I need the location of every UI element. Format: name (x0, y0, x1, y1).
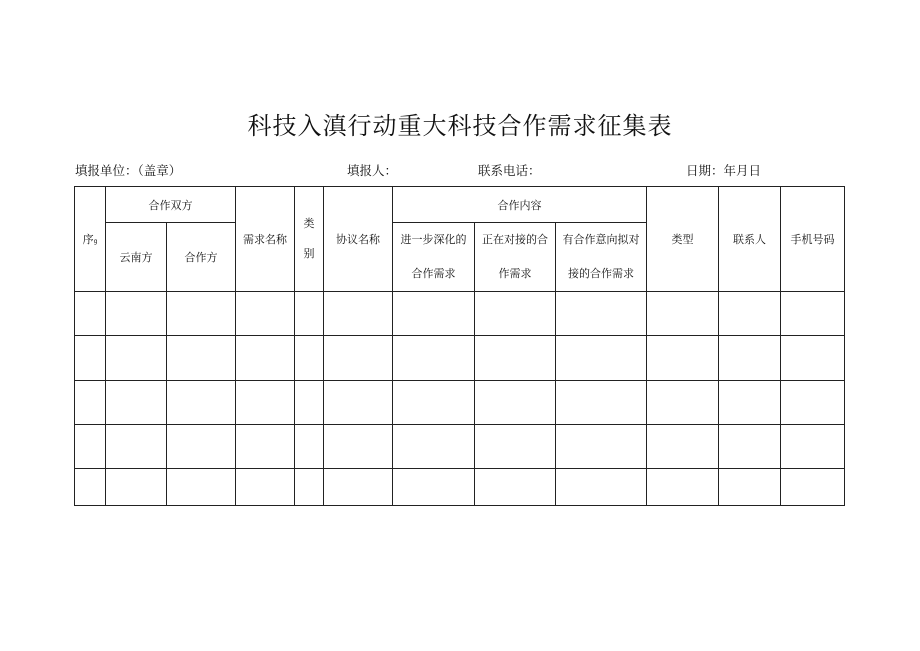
table-cell[interactable] (167, 292, 236, 336)
table-cell[interactable] (647, 336, 719, 381)
table-cell[interactable] (719, 381, 781, 425)
table-cell[interactable] (324, 381, 393, 425)
header-intended-demand: 有合作意向拟对 接的合作需求 (556, 223, 647, 292)
header-type: 类型 (647, 187, 719, 292)
reporting-unit-label: 填报单位：（盖章） (75, 163, 182, 178)
table-cell[interactable] (106, 381, 167, 425)
table-cell[interactable] (393, 292, 475, 336)
table-row (75, 469, 845, 506)
table-cell[interactable] (236, 469, 295, 506)
table-cell[interactable] (75, 336, 106, 381)
table-cell[interactable] (295, 381, 324, 425)
table-cell[interactable] (295, 336, 324, 381)
table-cell[interactable] (167, 336, 236, 381)
table-cell[interactable] (781, 425, 845, 469)
header-agreement-name: 协议名称 (324, 187, 393, 292)
table-cell[interactable] (393, 381, 475, 425)
table-cell[interactable] (781, 469, 845, 506)
table-cell[interactable] (324, 469, 393, 506)
header-connecting-demand: 正在对接的合 作需求 (475, 223, 556, 292)
table-cell[interactable] (324, 336, 393, 381)
header-partner-side: 合作方 (167, 223, 236, 292)
table-row (75, 425, 845, 469)
table-cell[interactable] (295, 292, 324, 336)
table-cell[interactable] (556, 292, 647, 336)
table-cell[interactable] (236, 425, 295, 469)
header-cooperation-content: 合作内容 (393, 187, 647, 223)
table-cell[interactable] (647, 469, 719, 506)
table-cell[interactable] (647, 381, 719, 425)
table-cell[interactable] (719, 469, 781, 506)
header-seq: 序g (75, 187, 106, 292)
table-cell[interactable] (324, 292, 393, 336)
table-cell[interactable] (475, 336, 556, 381)
table-cell[interactable] (781, 336, 845, 381)
table-cell[interactable] (781, 381, 845, 425)
table-cell[interactable] (106, 292, 167, 336)
table-row (75, 336, 845, 381)
table-cell[interactable] (236, 292, 295, 336)
header-contact-person: 联系人 (719, 187, 781, 292)
header-mobile-number: 手机号码 (781, 187, 845, 292)
header-demand-name: 需求名称 (236, 187, 295, 292)
header-yunnan-side: 云南方 (106, 223, 167, 292)
form-title: 科技入滇行动重大科技合作需求征集表 (247, 112, 673, 140)
table-cell[interactable] (393, 425, 475, 469)
table-cell[interactable] (75, 469, 106, 506)
table-cell[interactable] (719, 425, 781, 469)
contact-phone-label: 联系电话： (478, 163, 541, 178)
table-row (75, 292, 845, 336)
table-cell[interactable] (393, 469, 475, 506)
header-cooperating-parties: 合作双方 (106, 187, 236, 223)
table-cell[interactable] (167, 425, 236, 469)
table-cell[interactable] (236, 381, 295, 425)
table-cell[interactable] (75, 381, 106, 425)
table-cell[interactable] (556, 425, 647, 469)
table-cell[interactable] (393, 336, 475, 381)
demand-collection-table (74, 186, 845, 506)
table-cell[interactable] (106, 469, 167, 506)
table-cell[interactable] (556, 336, 647, 381)
table-cell[interactable] (236, 336, 295, 381)
table-cell[interactable] (781, 292, 845, 336)
table-cell[interactable] (295, 425, 324, 469)
table-cell[interactable] (719, 292, 781, 336)
header-deepen-demand: 进一步深化的 合作需求 (393, 223, 475, 292)
table-cell[interactable] (167, 381, 236, 425)
table-cell[interactable] (475, 292, 556, 336)
table-cell[interactable] (647, 425, 719, 469)
table-cell[interactable] (75, 292, 106, 336)
table-cell[interactable] (324, 425, 393, 469)
header-category: 类 别 (295, 187, 324, 292)
table-cell[interactable] (75, 425, 106, 469)
table-cell[interactable] (475, 425, 556, 469)
table-cell[interactable] (556, 381, 647, 425)
date-label: 日期：年月日 (686, 163, 762, 178)
table-cell[interactable] (719, 336, 781, 381)
table-cell[interactable] (106, 425, 167, 469)
header-row-top (75, 187, 845, 223)
table-cell[interactable] (106, 336, 167, 381)
table-row (75, 381, 845, 425)
table-cell[interactable] (475, 381, 556, 425)
table-cell[interactable] (167, 469, 236, 506)
table-cell[interactable] (295, 469, 324, 506)
table-cell[interactable] (647, 292, 719, 336)
reporter-label: 填报人： (347, 163, 398, 178)
table-cell[interactable] (475, 469, 556, 506)
table-cell[interactable] (556, 469, 647, 506)
